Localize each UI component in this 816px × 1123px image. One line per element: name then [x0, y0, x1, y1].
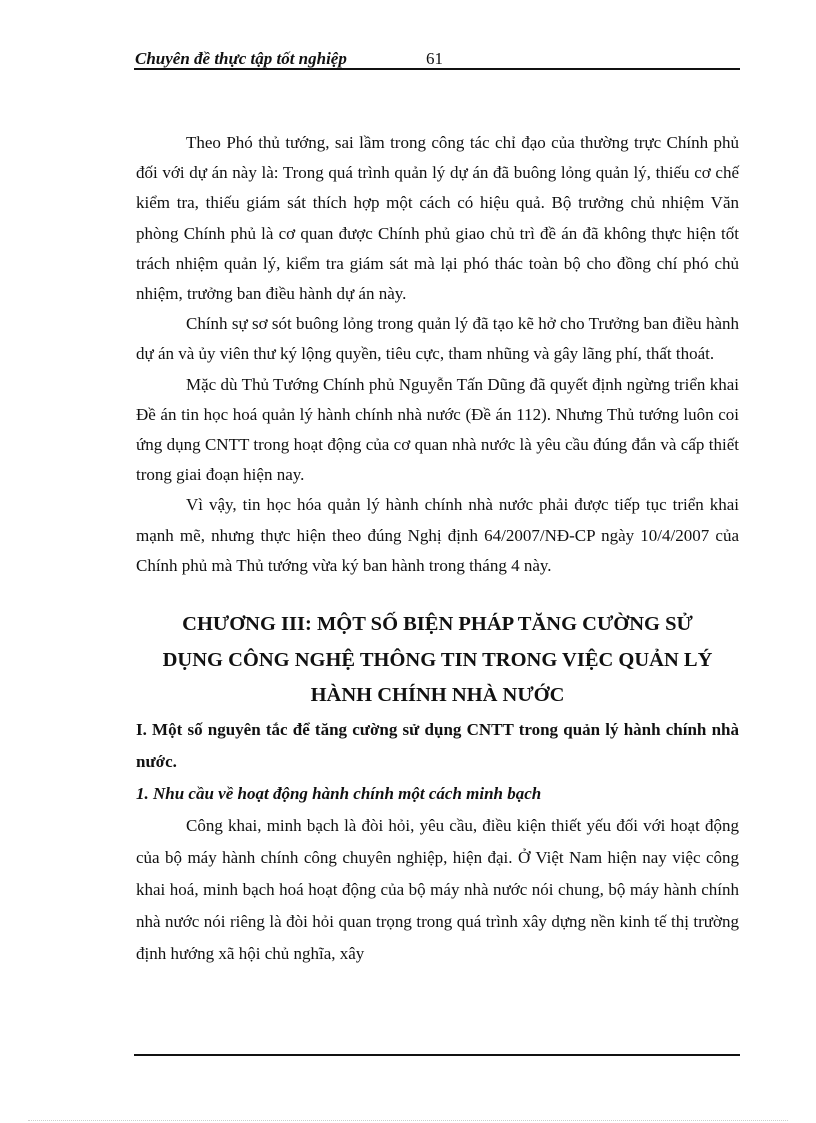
- chapter-heading-line: DỤNG CÔNG NGHỆ THÔNG TIN TRONG VIỆC QUẢN LÝ: [162, 648, 713, 671]
- section-heading: I. Một số nguyên tắc để tăng cường sử dụng CNTT trong quản lý hành chính nhà nước.: [136, 719, 739, 771]
- body-paragraph: Vì vậy, tin học hóa quản lý hành chính nhà nước phải được tiếp tục triển khai mạnh mẽ, nhưng thực hiện theo đúng Nghị định 64/2007/NĐ-CP ngày 10/4/2007 của Chính phủ mà Thủ tướng vừa ký ban hành trong tháng 4 này.: [136, 495, 739, 575]
- body-paragraph: Theo Phó thủ tướng, sai lầm trong công tác chỉ đạo của thường trực Chính phủ đối với dự án này là: Trong quá trình quản lý dự án đã buông lỏng quản lý, thiếu cơ chế kiểm tra, thiếu giám sát thích hợp một cách có hiệu quả. Bộ trưởng chủ nhiệm Văn phòng Chính phủ là cơ quan được Chính phủ giao chủ trì đề án đã không thực hiện tốt trách nhiệm quản lý, kiểm tra giám sát mà lại phó thác toàn bộ cho đồng chí phó chủ nhiệm, trưởng ban điều hành dự án này.: [136, 133, 739, 304]
- chapter-heading-line: HÀNH CHÍNH NHÀ NƯỚC: [310, 684, 565, 707]
- chapter-heading-line: CHƯƠNG III: MỘT SỐ BIỆN PHÁP TĂNG CƯỜNG SỬ: [182, 613, 693, 636]
- body-paragraph: Mặc dù Thủ Tướng Chính phủ Nguyễn Tấn Dũng đã quyết định ngừng triển khai Đề án tin học hoá quản lý hành chính nhà nước (Đề án 112). Nhưng Thủ tướng luôn coi ứng dụng CNTT trong hoạt động của cơ quan nhà nước là yêu cầu đúng đắn và cấp thiết trong giai đoạn hiện nay.: [136, 374, 739, 485]
- body-paragraph: Công khai, minh bạch là đòi hỏi, yêu cầu, điều kiện thiết yếu đối với hoạt động của bộ máy hành chính công chuyên nghiệp, hiện đại. Ở Việt Nam hiện nay việc công khai hoá, minh bạch hoá hoạt động của bộ máy nhà nước nói chung, bộ máy hành chính nhà nước nói riêng là đòi hỏi quan trọng trong quá trình xây dựng nền kinh tế thị trường định hướng xã hội chủ nghĩa, xây: [136, 815, 739, 964]
- page-number: 61: [426, 49, 443, 68]
- body-paragraph: Chính sự sơ sót buông lỏng trong quản lý đã tạo kẽ hở cho Trưởng ban điều hành dự án và ủy viên thư ký lộng quyền, tiêu cực, tham nhũng và gây lãng phí, thất thoát.: [136, 314, 739, 364]
- page-edge: [28, 1120, 788, 1121]
- document-title: Chuyên đề thực tập tốt nghiệp: [135, 49, 347, 68]
- subsection-heading: 1. Nhu cầu về hoạt động hành chính một cách minh bạch: [136, 783, 542, 803]
- footer-rule: [134, 1054, 740, 1056]
- chapter-heading: [136, 607, 739, 714]
- page-body: [136, 128, 739, 971]
- page-header: [134, 48, 740, 70]
